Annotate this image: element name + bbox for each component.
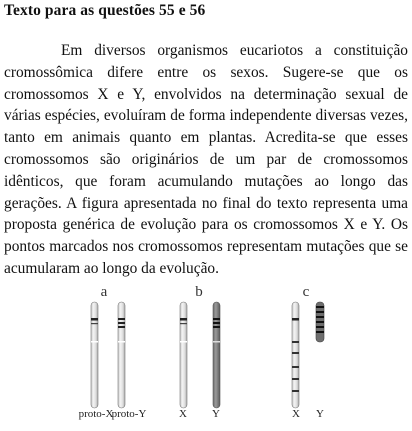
body-paragraph: Em diversos organismos eucariotos a constituição cromossômica difere entre os sexos. Sugere-se que os cromossomos X e Y, envolvidos na determinação sexual de várias espécies, evoluíram de forma independente diversas vezes, tanto em animais quanto em plantas. Acredita-se que esses cromossomos são originários de um par de cromossomos idênticos, que foram acumulando mutações ao longo das gerações. A figura apresentada no final do texto representa uma proposta genérica de evolução para os cromossomos X e Y. Os pontos marcados nos cromossomos representam mutações que se acumularam ao longo da evolução.	[4, 42, 408, 277]
panel-letter-c: c	[302, 284, 310, 300]
panel-a	[79, 284, 147, 420]
panel-b	[179, 284, 220, 420]
label-c-y: Y	[316, 408, 324, 420]
b-x-chromosome	[180, 302, 187, 408]
proto-y-chromosome	[118, 302, 125, 408]
label-proto-x: proto-X	[78, 408, 114, 420]
c-x-chromosome	[292, 302, 299, 408]
panel-letter-b: b	[195, 284, 203, 300]
section-heading: Texto para as questões 55 e 56	[4, 2, 206, 19]
label-c-x: X	[292, 408, 300, 420]
label-b-x: X	[179, 408, 187, 420]
c-y-chromosome	[316, 302, 324, 342]
panel-letter-a: a	[100, 284, 108, 300]
label-proto-y: proto-Y	[111, 408, 147, 420]
chromosome-evolution-figure	[0, 280, 412, 431]
proto-x-chromosome	[91, 302, 98, 408]
panel-c	[292, 284, 324, 420]
b-y-chromosome	[213, 302, 220, 408]
label-b-y: Y	[212, 408, 220, 420]
